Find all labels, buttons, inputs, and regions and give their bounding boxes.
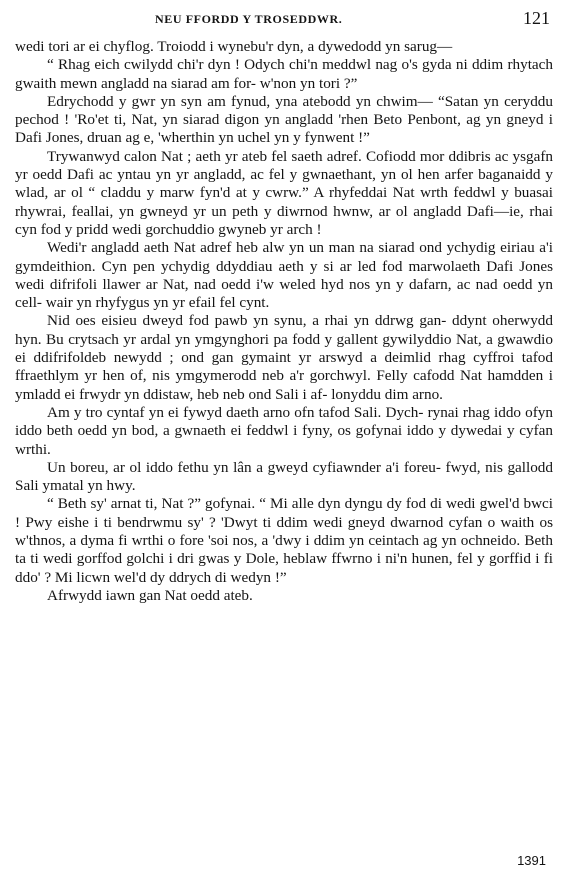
paragraph: Wedi'r angladd aeth Nat adref heb alw yn un man na siarad ond ychydig eiriau a'i gymdeithion. Cyn pen ychydig ddyddiau aeth y si ar led fod marwolaeth Dafi Jones wedi difrifoli llawer ar Nat, nad oedd i'w weled hyd nos yn y dafarn, ac nad oedd yn cell- wair yn rhyfygus yn yr efail fel cynt.	[15, 239, 553, 312]
paragraph: Edrychodd y gwr yn syn am fynud, yna atebodd yn chwim— “Satan yn ceryddu pechod ! 'Ro'et ti, Nat, yn siarad digon yn angladd 'rhen Beto Penbont, ag yn gneyd i Dafi Jones, druan ag e, 'wherthin yn uchel yn y fynwent !”	[15, 92, 553, 147]
page-header	[0, 8, 568, 34]
paragraph: wedi tori ar ei chyflog. Troiodd i wynebu'r dyn, a dywedodd yn sarug—	[15, 38, 453, 55]
paragraph: “ Rhag eich cwilydd chi'r dyn ! Odych chi'n meddwl nag o's gyda ni ddim rhytach gwaith mewn angladd na siarad am for- w'non yn tori ?”	[15, 56, 553, 92]
paragraph: Am y tro cyntaf yn ei fywyd daeth arno ofn tafod Sali. Dych- rynai rhag iddo ofyn iddo beth oedd yn bod, a gwnaeth ei feddwl i fyny, os gofynai iddo y dywedai y cyfan wrthi.	[15, 403, 553, 458]
page-number: 121	[523, 8, 550, 28]
catalog-number: 1391	[517, 853, 546, 868]
paragraph: Un boreu, ar ol iddo fethu yn lân a gweyd cyfiawnder a'i foreu- fwyd, nis gallodd Sali ymatal yn hwy.	[15, 458, 553, 495]
paragraph: Nid oes eisieu dweyd fod pawb yn synu, a rhai yn ddrwg gan- ddynt oherwydd hyn. Bu crytsach yr ardal yn ymgynghori pa fodd y gallent gywilyddio Nat, a gwawdio ei ddifrifoldeb newydd ; ond gan gymaint yr arswyd a deimlid rhag cyffroi tafod ffraethlym yr hen of, nis ymgymerodd neb a'r gorchwyl. Felly cafodd Nat hamdden i ymladd ei frwydr yn ddistaw, heb neb ond Sali i af- lonyddu dim arno.	[15, 312, 553, 403]
body-text	[15, 38, 553, 605]
running-title: NEU FFORDD Y TROSEDDWR.	[155, 12, 343, 26]
paragraph: Afrwydd iawn gan Nat oedd ateb.	[47, 586, 253, 604]
paragraph: “ Beth sy' arnat ti, Nat ?” gofynai. “ Mi alle dyn dyngu dy fod di wedi gwel'd bwci ! Pwy eishe i ti bendrwmu sy' ? 'Dwyt ti ddim wedi gneyd dwarnod cyfan o waith os w'thnos, a dyma fi wrthi o fore 'soi nos, a 'dwy i ddim yn ceintach ag yn ochneido. Beth ta ti wedi gorffod golchi i dri gwas y Dole, heblaw ffwrno i ni'n hunen, fel y gorffid i fi ddo' ? Mi licwn wel'd dy ddrych di wedyn !”	[15, 495, 553, 586]
paragraph: Trywanwyd calon Nat ; aeth yr ateb fel saeth adref. Cofiodd mor ddibris ac ysgafn yr oedd Dafi ac yntau yn yr angladd, ac fel y gwnaethant, yn ol hen arfer baganaidd y wlad, ar ol “ claddu y marw fyn'd at y cwrw.” A rhyfeddai Nat wrth feddwl y buasai rhywrai, feallai, yn gwneyd yr un peth y diwrnod hwnw, ar ol angladd Dafi—ie, rhai cyn fod y pridd wedi gorchuddio gwyneb yr arch !	[15, 147, 553, 238]
